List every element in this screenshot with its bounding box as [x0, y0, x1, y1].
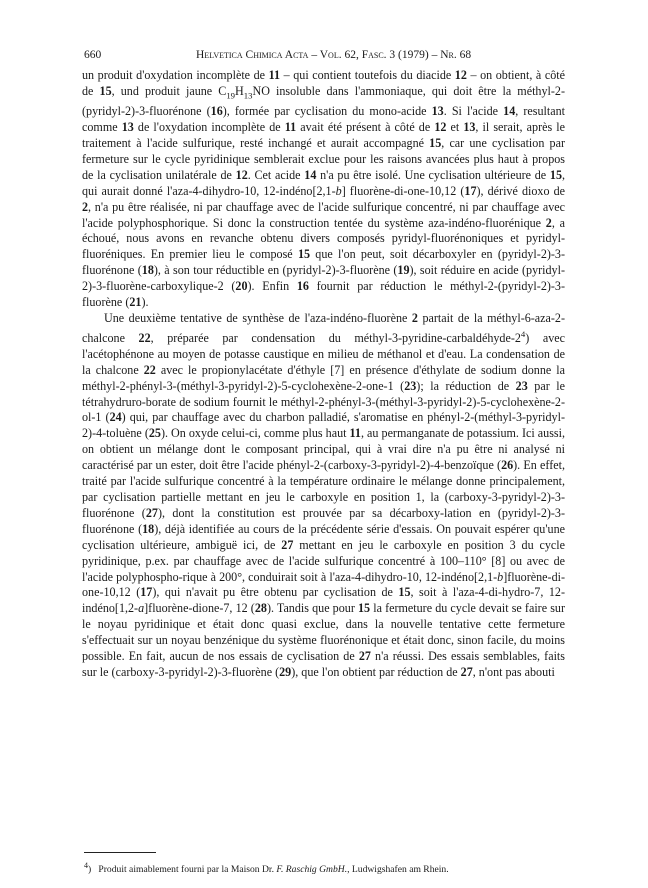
text-run: ). Tandis que pour [266, 601, 358, 616]
compound-number: 12 [454, 68, 467, 82]
compound-number: 15 [549, 167, 562, 182]
compound-number: 15 [99, 83, 112, 98]
text-run: que l'on peut, soit décarboxyler en (pyridyl-2)-3-fluorénone ( [82, 247, 565, 278]
text-run: ), qui n'avait pu être obtenu par cyclisation de [152, 585, 399, 600]
text-run: , resultant comme [82, 104, 565, 135]
text-run: , il serait, après le traitement à l'acide sulfurique, resté inchangé et aurait accompagné [82, 120, 566, 151]
italic-run: b [335, 183, 342, 198]
text-run: , au permanganate de potassium. Ici aussi, on obtient un mélange dont le composant principal, qui à vrai dire n'a pu être ni analysé ni caractérisé par un ester, doit être l'acide phényl-2-(carboxy-3-pyridyl-2)-4-benzoïque ( [82, 426, 565, 473]
text-run: un produit d'oxydation incomplète de [82, 68, 269, 82]
text-run: , n'ont pas abouti [472, 664, 555, 679]
compound-number: 27 [281, 537, 294, 552]
compound-number: 27 [145, 505, 158, 520]
compound-number: 18 [142, 521, 155, 536]
text-run: ), à son tour réductible en (pyridyl-2)-3-fluorène ( [153, 263, 398, 278]
compound-number: 15 [398, 585, 411, 600]
text-run: ), soit réduire en acide (pyridyl-2)-3-fluorène-carboxylique-2 ( [82, 263, 565, 294]
compound-number: 16 [296, 279, 309, 294]
text-run: ), formée par cyclisation du mono-acide [222, 104, 432, 119]
text-run: Produit aimablement fourni par la Maison Dr. [98, 864, 277, 876]
text-run: ]fluorène-dione-7, 12 ( [144, 601, 255, 616]
text-run: H [235, 83, 244, 98]
compound-number: 13 [431, 104, 444, 119]
text-run: , und produit jaune C [111, 83, 227, 98]
compound-number: 29 [279, 664, 292, 679]
compound-number: 17 [140, 585, 153, 600]
paragraph-2 [82, 311, 565, 681]
page-number: 660 [84, 49, 102, 61]
text-run: ); la réduction de [416, 378, 516, 393]
text-run: , car une cyclisation par fermeture sur le cycle pyridinique semblerait exclue pour les raisons avancées plus haut à propos de la cyclisation unilatérale de [82, 136, 565, 182]
footnote-paren: ) [88, 864, 92, 876]
subscript: 19 [226, 90, 236, 101]
compound-number: 26 [501, 458, 514, 473]
compound-number: 27 [358, 649, 371, 664]
compound-number: 2 [411, 311, 418, 325]
text-run: avec le propionylacétate d'éthyle [7] en présence d'éthylate de sodium donne la méthyl-2-phényl-3-(méthyl-3-pyridyl-2)-5-cyclohexène-2-one-1 ( [82, 362, 565, 393]
text-run: , préparée par condensation du méthyl-3-pyridine-carbaldéhyde-2 [150, 330, 521, 345]
footnote-ref: 4 [520, 328, 526, 339]
text-run: ). [141, 295, 149, 310]
text-run: ) qui, par chauffage avec du charbon palladié, s'aromatise en phényl-2-(méthyl-3-pyridyl-2)-4-toluène ( [82, 410, 565, 441]
text-run: ). Enfin [247, 279, 297, 294]
text-run: – qui contient toutefois du diacide [280, 68, 455, 82]
text-run: et [446, 120, 464, 135]
text-run: ) avec l'acétophénone au moyen de potasse caustique en milieu de méthanol et d'eau. La condensation de la chalcone [82, 330, 566, 377]
text-run: , Ludwigshafen am Rhein. [347, 864, 449, 876]
text-run: de l'oxydation incomplète de [133, 120, 285, 135]
footnote-4 [84, 860, 567, 876]
text-run: ] fluorène-di-one-10,12 ( [341, 183, 465, 198]
text-run: Une deuxième tentative de synthèse de l'aza-indéno-fluorène [104, 311, 412, 325]
text-run: ), dont la constitution est prouvée par sa décarboxy-lation en (pyridyl-2)-3-fluorénone ( [82, 505, 565, 536]
compound-number: 17 [464, 183, 477, 198]
compound-number: 27 [460, 664, 473, 679]
journal-running-title: Helvetica Chimica Acta – Vol. 62, Fasc. 3 (1979) – Nr. 68 [196, 49, 472, 61]
compound-number: 15 [357, 601, 371, 616]
compound-number: 15 [297, 247, 311, 262]
compound-number: 12 [235, 167, 248, 182]
compound-number: 13 [463, 120, 476, 135]
compound-number: 16 [210, 104, 223, 119]
compound-number: 23 [404, 378, 417, 393]
compound-number: 11 [349, 426, 361, 441]
italic-run: F. Raschig GmbH. [276, 864, 348, 876]
text-run: ), que l'on obtient par réduction de [291, 664, 461, 679]
compound-number: 13 [121, 120, 134, 135]
text-run: – on obtient, à côté de [82, 68, 565, 98]
compound-number: 15 [429, 136, 442, 151]
compound-number: 22 [138, 330, 151, 345]
compound-number: 11 [268, 68, 281, 82]
footnote-divider [84, 852, 156, 853]
text-run: ). En effet, traité par l'acide sulfurique concentré à la température ordinaire le mélange donne principalement, par cyclisation partielle mettant en jeu le carboxyle en position 1, la (carboxy-3-pyridyl-2)-3-fluorénone ( [82, 458, 565, 520]
compound-number: 24 [109, 410, 122, 425]
text-run: , a échoué, nous avons en revanche obtenu divers composés pyridyl-fluorénoniques et pyridyl-fluoréniques. En premier lieu le composé [82, 215, 565, 262]
text-run: NO insoluble dans l'ammoniaque, qui doit être la méthyl-2-(pyridyl-2)-3-fluorénone ( [82, 83, 565, 119]
compound-number: 11 [284, 120, 297, 135]
text-run: . Si l'acide [443, 104, 504, 119]
compound-number: 2 [545, 215, 552, 230]
text-run: ), dérivé dioxo de [476, 183, 565, 198]
body-text [82, 68, 565, 681]
compound-number: 22 [143, 362, 156, 377]
paragraph-1 [82, 68, 565, 311]
compound-number: 28 [254, 601, 267, 616]
text-run: , n'a pu être réalisée, ni par chauffage avec de l'acide sulfurique concentré, ni par chauffage avec l'acide polyphosphorique. Si donc la construction tentée du système aza-indéno-fluorénique [82, 199, 565, 230]
text-run: partait de la méthyl-6-aza-2-chalcone [82, 311, 566, 345]
footnote-text [98, 864, 448, 875]
compound-number: 20 [235, 279, 248, 294]
text-run: avait été présent à côté de [296, 120, 435, 135]
text-run: ), déjà identifiée au cours de la précédente série d'essais. On pouvait espérer qu'une cyclisation ultérieure, ambiguë ici, de [82, 521, 565, 552]
compound-number: 14 [304, 167, 317, 182]
text-run: ]fluorène-di-one-10,12 ( [82, 569, 565, 600]
text-run: , soit à l'aza-4-di-hydro-7, 12-indéno[1,2- [82, 585, 565, 616]
text-run: , qui aurait donné l'aza-4-dihydro-10, 12-indéno[2,1- [82, 167, 566, 198]
text-run: mettant en jeu le carboxyle en position 3 du cycle pyridinique, p.ex. par chauffage avec de l'acide sulfurique concentré à 100–110° [8] ou avec de l'acide polyphospho-rique à 200°, conduirait soit à l'aza-4-dihydro-10, 12-indéno[2,1- [82, 537, 565, 584]
italic-run: b [497, 569, 504, 584]
subscript: 13 [243, 90, 253, 101]
compound-number: 14 [503, 104, 516, 119]
text-run: n'a pu être isolé. Une cyclisation ultérieure de [316, 167, 550, 182]
text-run: fournit par réduction le méthyl-2-(pyridyl-2)-3-fluorène ( [82, 279, 565, 310]
compound-number: 25 [148, 426, 161, 441]
compound-number: 12 [434, 120, 447, 135]
compound-number: 19 [397, 263, 410, 278]
text-run: par le tétrahydruro-borate de sodium fournit le méthyl-2-phényl-3-(méthyl-3-pyridyl-2)-5-cyclohexène-2-ol-1 ( [82, 378, 565, 425]
compound-number: 2 [82, 199, 89, 214]
footnote-marker: 4 [84, 861, 88, 870]
text-run: . Cet acide [247, 167, 305, 182]
compound-number: 23 [515, 378, 528, 393]
text-run: ). On oxyde celui-ci, comme plus haut [160, 426, 350, 441]
compound-number: 21 [129, 295, 142, 310]
compound-number: 18 [141, 263, 154, 278]
text-run: n'a réussi. Des essais semblables, faits sur le (carboxy-3-pyridyl-2)-3-fluorène ( [82, 649, 565, 679]
text-run: la fermeture du cycle devait se faire sur le noyau pyridinique et était donc quasi exclue, dans la nouvelle tentative cette fermeture s'effectuait sur un noyau benzénique du système fluorénonique et était donc, sinon facile, du moins possible. En fait, aucun de nos essais de cyclisation de [82, 601, 565, 664]
italic-run: a [138, 601, 145, 616]
